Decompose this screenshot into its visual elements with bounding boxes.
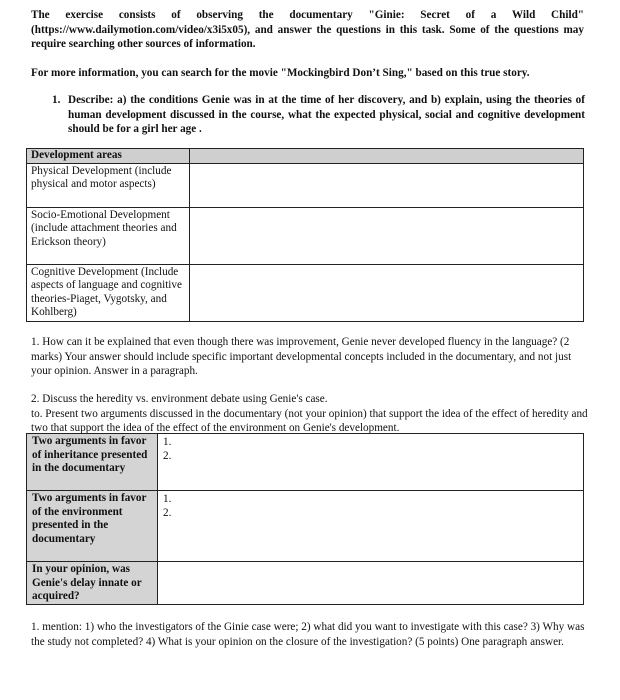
question-1-text: Describe: a) the conditions Genie was in at the time of her discovery, and b) explain, using the theories of human development discussed in the course, what the expected physical, social and cognitive development should be for a girl her age . xyxy=(68,94,585,135)
development-table xyxy=(26,148,584,322)
opinion-answer-cell[interactable] xyxy=(158,562,584,605)
question-investigators: 1. mention: 1) who the investigators of the Ginie case were; 2) what did you want to investigate with this case? 3) Why was the study not completed? 4) What is your opinion on the closure of the investigation? (5 points) One paragraph answer. xyxy=(31,621,585,648)
list-item: 1. xyxy=(163,493,172,505)
question-1 xyxy=(52,93,585,137)
table-row xyxy=(27,434,584,491)
question-language-fluency: 1. How can it be explained that even though there was improvement, Genie never developed fluency in the language? (2 marks) Your answer should include specific important developmental concepts included in the documentary, and not just your opinion. Answer in a paragraph. xyxy=(31,336,572,377)
list-item: 2. xyxy=(163,450,172,462)
cognitive-development-label: Cognitive Development (Include aspects of language and cognitive theories-Piaget, Vygotsky, and Kohlberg) xyxy=(27,264,190,321)
list-item: 2. xyxy=(163,507,172,519)
table-row xyxy=(27,163,584,207)
heredity-environment-line-2: to. Present two arguments discussed in the documentary (not your opinion) that support the idea of the effect of heredity and two that support the idea of the effect of the environment on Genie's development. xyxy=(31,407,588,434)
opinion-innate-acquired-label: In your opinion, was Genie's delay innate or acquired? xyxy=(27,562,158,605)
socio-emotional-development-label: Socio-Emotional Development (include attachment theories and Erickson theory) xyxy=(27,207,190,264)
physical-development-label: Physical Development (include physical and motor aspects) xyxy=(27,163,190,207)
question-heredity-environment xyxy=(31,392,591,436)
table-row xyxy=(27,264,584,321)
development-areas-header: Development areas xyxy=(27,149,190,164)
environment-arguments-answer-cell[interactable] xyxy=(158,491,584,562)
physical-development-answer-cell[interactable] xyxy=(190,163,584,207)
table-row xyxy=(27,562,584,605)
heredity-environment-line-1: 2. Discuss the heredity vs. environment debate using Genie's case. xyxy=(31,393,328,405)
question-1-number: 1. xyxy=(52,94,61,106)
environment-arguments-label: Two arguments in favor of the environment presented in the documentary xyxy=(27,491,158,562)
more-info-note: For more information, you can search for the movie "Mockingbird Don’t Sing," based on this true story. xyxy=(31,67,530,79)
table-row xyxy=(27,491,584,562)
development-table-header-row xyxy=(27,149,584,164)
socio-emotional-answer-cell[interactable] xyxy=(190,207,584,264)
table-row xyxy=(27,207,584,264)
cognitive-development-answer-cell[interactable] xyxy=(190,264,584,321)
development-header-blank xyxy=(190,149,584,164)
intro-paragraph: The exercise consists of observing the documentary "Ginie: Secret of a Wild Child" (https://www.dailymotion.com/video/x3i5x05), and answer the questions in this task. Some of the questions may require searching other sources of information. xyxy=(31,9,584,50)
inheritance-arguments-answer-cell[interactable] xyxy=(158,434,584,491)
list-item: 1. xyxy=(163,436,172,448)
inheritance-arguments-label: Two arguments in favor of inheritance presented in the documentary xyxy=(27,434,158,491)
arguments-table xyxy=(26,433,584,605)
